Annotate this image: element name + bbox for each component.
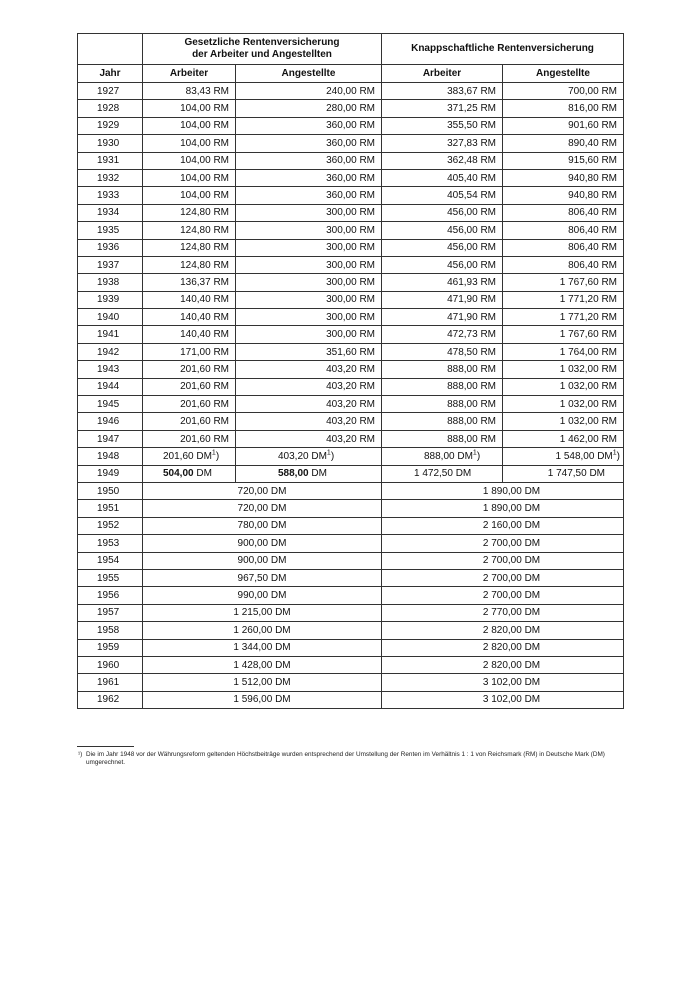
- statutory-combined-cell: 1 215,00 DM: [143, 604, 382, 621]
- statutory-workers-cell: 140,40 RM: [143, 291, 236, 308]
- value-text: 403,20 DM: [278, 450, 327, 462]
- footnote-ref: 1: [211, 449, 216, 457]
- statutory-employees-cell: 300,00 RM: [236, 256, 382, 273]
- miners-workers-cell: 456,00 RM: [382, 204, 503, 221]
- table-row: [78, 83, 624, 100]
- table-row: [78, 535, 624, 552]
- year-cell: 1927: [78, 83, 143, 100]
- year-cell: 1932: [78, 169, 143, 186]
- statutory-workers-cell: 104,00 RM: [143, 135, 236, 152]
- statutory-workers-cell: 104,00 RM: [143, 169, 236, 186]
- value-unit: DM: [196, 468, 212, 480]
- statutory-workers-cell: 124,80 RM: [143, 239, 236, 256]
- table-body-currency-reform: [78, 448, 624, 483]
- statutory-employees-cell: 403,20 RM: [236, 361, 382, 378]
- table-row: [78, 361, 624, 378]
- year-cell: 1933: [78, 187, 143, 204]
- year-cell: 1937: [78, 256, 143, 273]
- year-cell: 1952: [78, 517, 143, 534]
- year-cell: 1954: [78, 552, 143, 569]
- statutory-employees-cell: 351,60 RM: [236, 343, 382, 360]
- header-year: Jahr: [78, 65, 143, 83]
- statutory-employees-cell: 403,20 RM: [236, 396, 382, 413]
- year-cell: 1961: [78, 674, 143, 691]
- statutory-employees-cell: 403,20 RM: [236, 413, 382, 430]
- year-cell: 1953: [78, 535, 143, 552]
- statutory-workers-cell: 124,80 RM: [143, 256, 236, 273]
- table-row: [78, 517, 624, 534]
- miners-employees-cell: 1 032,00 RM: [503, 378, 624, 395]
- statutory-combined-cell: 1 344,00 DM: [143, 639, 382, 656]
- statutory-workers-cell: 104,00 RM: [143, 187, 236, 204]
- statutory-combined-cell: 1 596,00 DM: [143, 691, 382, 708]
- footnote-separator: [77, 746, 134, 747]
- miners-workers-cell: 327,83 RM: [382, 135, 503, 152]
- statutory-workers-cell: 201,60 RM: [143, 396, 236, 413]
- header-statutory-workers: Arbeiter: [143, 65, 236, 83]
- statutory-employees-cell: 360,00 RM: [236, 169, 382, 186]
- statutory-workers-cell: 104,00 RM: [143, 117, 236, 134]
- statutory-workers-cell: 201,60 RM: [143, 378, 236, 395]
- miners-workers-cell: 471,90 RM: [382, 309, 503, 326]
- table-row: [78, 204, 624, 221]
- statutory-workers-cell: 104,00 RM: [143, 152, 236, 169]
- table-row: [78, 500, 624, 517]
- statutory-employees-cell: 300,00 RM: [236, 309, 382, 326]
- year-cell: 1928: [78, 100, 143, 117]
- statutory-workers-cell: 136,37 RM: [143, 274, 236, 291]
- year-cell: 1946: [78, 413, 143, 430]
- pension-contribution-table: [77, 33, 624, 709]
- statutory-combined-cell: 720,00 DM: [143, 482, 382, 499]
- table-row: [78, 413, 624, 430]
- table-row-1949: [78, 465, 624, 482]
- statutory-combined-cell: 900,00 DM: [143, 535, 382, 552]
- miners-workers-cell: 888,00 RM: [382, 396, 503, 413]
- miners-workers-cell: 1 472,50 DM: [382, 465, 503, 482]
- miners-workers-cell: 472,73 RM: [382, 326, 503, 343]
- miners-combined-cell: 2 820,00 DM: [382, 622, 624, 639]
- miners-workers-cell: 461,93 RM: [382, 274, 503, 291]
- miners-combined-cell: 2 160,00 DM: [382, 517, 624, 534]
- statutory-combined-cell: 1 428,00 DM: [143, 656, 382, 673]
- year-cell: 1931: [78, 152, 143, 169]
- statutory-employees-cell: 300,00 RM: [236, 222, 382, 239]
- header-miners-workers: Arbeiter: [382, 65, 503, 83]
- value-text: 888,00 DM: [424, 450, 473, 462]
- table-row: [78, 256, 624, 273]
- year-cell: 1950: [78, 482, 143, 499]
- table-row: [78, 587, 624, 604]
- year-cell: 1943: [78, 361, 143, 378]
- miners-employees-cell: 1 767,60 RM: [503, 274, 624, 291]
- value-unit: DM: [311, 468, 327, 480]
- footnote-paren: ): [215, 450, 220, 462]
- statutory-workers-cell: 140,40 RM: [143, 309, 236, 326]
- table-row: [78, 326, 624, 343]
- miners-combined-cell: 1 890,00 DM: [382, 500, 624, 517]
- statutory-employees-cell: 300,00 RM: [236, 291, 382, 308]
- value-number-bold: 504,00: [163, 468, 194, 480]
- value-number-bold: 588,00: [278, 468, 309, 480]
- year-cell: 1942: [78, 343, 143, 360]
- table-row: [78, 152, 624, 169]
- table-row: [78, 100, 624, 117]
- year-cell: 1960: [78, 656, 143, 673]
- statutory-employees-cell: [236, 448, 382, 465]
- miners-combined-cell: 2 820,00 DM: [382, 656, 624, 673]
- table-row: [78, 169, 624, 186]
- table-row: [78, 135, 624, 152]
- table-row: [78, 239, 624, 256]
- table-row: [78, 604, 624, 621]
- miners-combined-cell: 2 820,00 DM: [382, 639, 624, 656]
- table-row: [78, 396, 624, 413]
- year-cell: 1939: [78, 291, 143, 308]
- statutory-workers-cell: 171,00 RM: [143, 343, 236, 360]
- table-row: [78, 691, 624, 708]
- table-row: [78, 343, 624, 360]
- year-cell: 1930: [78, 135, 143, 152]
- miners-workers-cell: 456,00 RM: [382, 239, 503, 256]
- miners-employees-cell: 940,80 RM: [503, 169, 624, 186]
- year-cell: 1947: [78, 430, 143, 447]
- value-text: 201,60 DM: [163, 450, 212, 462]
- statutory-combined-cell: 967,50 DM: [143, 569, 382, 586]
- year-cell: 1944: [78, 378, 143, 395]
- table-row: [78, 222, 624, 239]
- statutory-employees-cell: 300,00 RM: [236, 204, 382, 221]
- statutory-employees-cell: 360,00 RM: [236, 135, 382, 152]
- statutory-combined-cell: 990,00 DM: [143, 587, 382, 604]
- miners-employees-cell: 1 747,50 DM: [503, 465, 624, 482]
- miners-employees-cell: 1 032,00 RM: [503, 396, 624, 413]
- miners-employees-cell: 890,40 RM: [503, 135, 624, 152]
- header-miners-pension: Knappschaftliche Rentenversicherung: [382, 34, 624, 65]
- miners-combined-cell: 3 102,00 DM: [382, 691, 624, 708]
- statutory-employees-cell: 240,00 RM: [236, 83, 382, 100]
- footnote-text: Die im Jahr 1948 vor der Währungsreform geltenden Höchstbeiträge wurden entsprechend der Umstellung der Renten im Verhältnis 1 : 1 von Reichsmark (RM) in Deutsche Mark (DM) umgerechnet.: [86, 751, 605, 766]
- table-row: [78, 274, 624, 291]
- table-row: [78, 291, 624, 308]
- footnote-ref: 1: [326, 449, 331, 457]
- table-row: [78, 309, 624, 326]
- year-cell: 1929: [78, 117, 143, 134]
- statutory-employees-cell: 280,00 RM: [236, 100, 382, 117]
- miners-combined-cell: 2 770,00 DM: [382, 604, 624, 621]
- table-row: [78, 622, 624, 639]
- miners-workers-cell: 371,25 RM: [382, 100, 503, 117]
- footnote-paren: ): [616, 450, 621, 462]
- header-miners-employees: Angestellte: [503, 65, 624, 83]
- miners-employees-cell: 1 764,00 RM: [503, 343, 624, 360]
- miners-employees-cell: 700,00 RM: [503, 83, 624, 100]
- miners-combined-cell: 2 700,00 DM: [382, 535, 624, 552]
- miners-workers-cell: 478,50 RM: [382, 343, 503, 360]
- miners-workers-cell: 888,00 RM: [382, 378, 503, 395]
- header-statutory-employees: Angestellte: [236, 65, 382, 83]
- statutory-workers-cell: [143, 465, 236, 482]
- miners-employees-cell: 1 032,00 RM: [503, 361, 624, 378]
- miners-workers-cell: 405,54 RM: [382, 187, 503, 204]
- table-row: [78, 482, 624, 499]
- table-body-1950-onwards: [78, 482, 624, 708]
- statutory-employees-cell: 300,00 RM: [236, 239, 382, 256]
- miners-workers-cell: 888,00 RM: [382, 361, 503, 378]
- miners-employees-cell: 901,60 RM: [503, 117, 624, 134]
- miners-workers-cell: 355,50 RM: [382, 117, 503, 134]
- year-cell: 1949: [78, 465, 143, 482]
- statutory-combined-cell: 1 512,00 DM: [143, 674, 382, 691]
- miners-workers-cell: 456,00 RM: [382, 222, 503, 239]
- statutory-combined-cell: 780,00 DM: [143, 517, 382, 534]
- miners-employees-cell: 806,40 RM: [503, 256, 624, 273]
- header-statutory-line2: der Arbeiter und Angestellten: [192, 49, 332, 60]
- miners-workers-cell: 362,48 RM: [382, 152, 503, 169]
- year-cell: 1962: [78, 691, 143, 708]
- statutory-employees-cell: 403,20 RM: [236, 378, 382, 395]
- statutory-employees-cell: 360,00 RM: [236, 187, 382, 204]
- year-cell: 1959: [78, 639, 143, 656]
- miners-workers-cell: 383,67 RM: [382, 83, 503, 100]
- miners-employees-cell: [503, 448, 624, 465]
- header-statutory-line1: Gesetzliche Rentenversicherung: [184, 37, 340, 48]
- statutory-employees-cell: 403,20 RM: [236, 430, 382, 447]
- statutory-workers-cell: 124,80 RM: [143, 222, 236, 239]
- year-cell: 1940: [78, 309, 143, 326]
- statutory-employees-cell: 300,00 RM: [236, 274, 382, 291]
- table-row-1948: [78, 448, 624, 465]
- year-cell: 1958: [78, 622, 143, 639]
- miners-employees-cell: 816,00 RM: [503, 100, 624, 117]
- table-body-pre-1948: [78, 83, 624, 448]
- table-row: [78, 430, 624, 447]
- table-row: [78, 117, 624, 134]
- statutory-employees-cell: [236, 465, 382, 482]
- miners-workers-cell: 888,00 RM: [382, 430, 503, 447]
- table-row: [78, 656, 624, 673]
- year-cell: 1945: [78, 396, 143, 413]
- statutory-combined-cell: 720,00 DM: [143, 500, 382, 517]
- statutory-employees-cell: 360,00 RM: [236, 152, 382, 169]
- year-cell: 1951: [78, 500, 143, 517]
- statutory-workers-cell: [143, 448, 236, 465]
- year-cell: 1956: [78, 587, 143, 604]
- miners-workers-cell: 405,40 RM: [382, 169, 503, 186]
- statutory-employees-cell: 360,00 RM: [236, 117, 382, 134]
- header-statutory-pension: [143, 34, 382, 65]
- miners-workers-cell: 888,00 RM: [382, 413, 503, 430]
- footnote-paren: ): [330, 450, 335, 462]
- footnote: [78, 751, 626, 767]
- footnote-paren: ): [476, 450, 481, 462]
- year-cell: 1934: [78, 204, 143, 221]
- miners-employees-cell: 1 771,20 RM: [503, 291, 624, 308]
- miners-combined-cell: 1 890,00 DM: [382, 482, 624, 499]
- miners-workers-cell: 471,90 RM: [382, 291, 503, 308]
- miners-employees-cell: 1 032,00 RM: [503, 413, 624, 430]
- statutory-workers-cell: 201,60 RM: [143, 430, 236, 447]
- miners-employees-cell: 1 771,20 RM: [503, 309, 624, 326]
- year-cell: 1936: [78, 239, 143, 256]
- miners-combined-cell: 2 700,00 DM: [382, 587, 624, 604]
- miners-workers-cell: [382, 448, 503, 465]
- miners-employees-cell: 1 462,00 RM: [503, 430, 624, 447]
- miners-employees-cell: 915,60 RM: [503, 152, 624, 169]
- statutory-employees-cell: 300,00 RM: [236, 326, 382, 343]
- table-row: [78, 639, 624, 656]
- miners-employees-cell: 806,40 RM: [503, 222, 624, 239]
- table-row: [78, 569, 624, 586]
- miners-employees-cell: 1 767,60 RM: [503, 326, 624, 343]
- header-corner-cell: [78, 34, 143, 65]
- statutory-workers-cell: 124,80 RM: [143, 204, 236, 221]
- statutory-workers-cell: 104,00 RM: [143, 100, 236, 117]
- year-cell: 1935: [78, 222, 143, 239]
- miners-employees-cell: 806,40 RM: [503, 239, 624, 256]
- footnote-ref: 1: [612, 449, 617, 457]
- table-row: [78, 674, 624, 691]
- year-cell: 1957: [78, 604, 143, 621]
- table-row: [78, 552, 624, 569]
- table-row: [78, 187, 624, 204]
- miners-combined-cell: 2 700,00 DM: [382, 552, 624, 569]
- value-text: 1 548,00 DM: [555, 450, 613, 462]
- year-cell: 1941: [78, 326, 143, 343]
- statutory-workers-cell: 201,60 RM: [143, 413, 236, 430]
- statutory-combined-cell: 1 260,00 DM: [143, 622, 382, 639]
- statutory-workers-cell: 140,40 RM: [143, 326, 236, 343]
- year-cell: 1938: [78, 274, 143, 291]
- statutory-workers-cell: 83,43 RM: [143, 83, 236, 100]
- footnote-mark: ¹): [78, 751, 83, 758]
- miners-employees-cell: 940,80 RM: [503, 187, 624, 204]
- footnote-ref: 1: [472, 449, 477, 457]
- statutory-combined-cell: 900,00 DM: [143, 552, 382, 569]
- miners-combined-cell: 3 102,00 DM: [382, 674, 624, 691]
- miners-employees-cell: 806,40 RM: [503, 204, 624, 221]
- miners-combined-cell: 2 700,00 DM: [382, 569, 624, 586]
- year-cell: 1948: [78, 448, 143, 465]
- miners-workers-cell: 456,00 RM: [382, 256, 503, 273]
- year-cell: 1955: [78, 569, 143, 586]
- statutory-workers-cell: 201,60 RM: [143, 361, 236, 378]
- table-row: [78, 378, 624, 395]
